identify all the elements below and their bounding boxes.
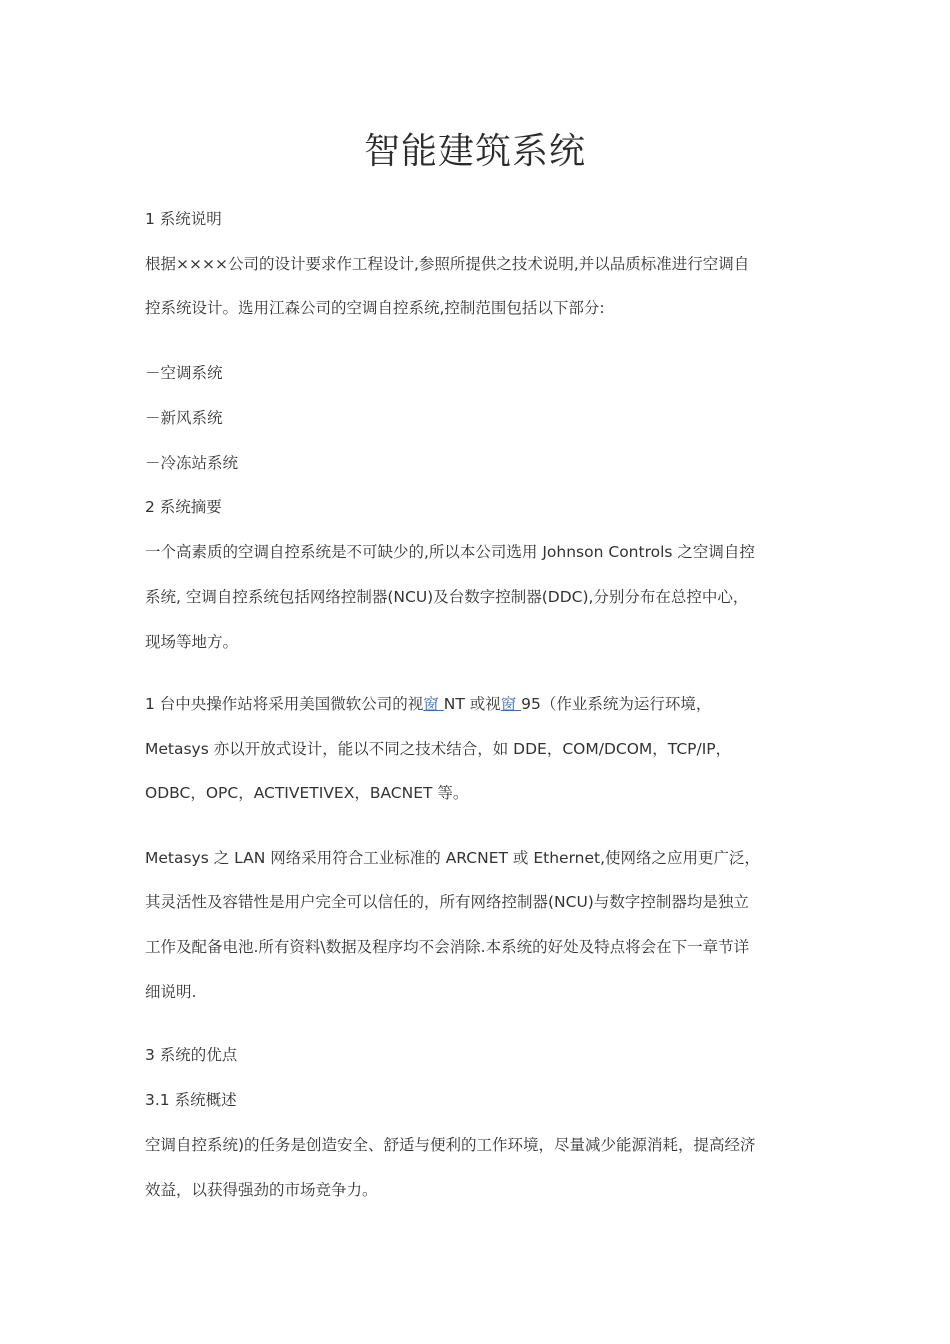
lan-paragraph-line-2: 其灵活性及容错性是用户完全可以信任的，所有网络控制器(NCU)与数字控制器均是独立 [145, 893, 749, 911]
lan-paragraph-line-4: 细说明. [145, 983, 197, 1001]
station-paragraph-line-3: ODBC，OPC，ACTIVETIVEX，BACNET 等。 [145, 784, 469, 802]
section-3-1-paragraph-line-1: 空调自控系统)的任务是创造安全、舒适与便利的工作环境，尽量减少能源消耗，提高经济 [145, 1136, 756, 1154]
station-paragraph-line-1 [145, 692, 815, 716]
document-title: 智能建筑系统 [363, 131, 586, 172]
station-text-part-3: 95（作业系统为运行环境， [521, 695, 712, 713]
scope-item-chiller-station: －冷冻站系统 [145, 454, 239, 472]
scope-item-air-conditioning: －空调系统 [145, 364, 223, 382]
section-2-paragraph-line-3: 现场等地方。 [145, 633, 239, 651]
section-3-heading: 3 系统的优点 [145, 1046, 238, 1064]
station-text-part-1: 1 台中央操作站将采用美国微软公司的视 [145, 695, 424, 713]
section-2-paragraph-line-1: 一个高素质的空调自控系统是不可缺少的,所以本公司选用 Johnson Controls 之空调自控 [145, 543, 755, 561]
section-1-paragraph-line-1: 根据××××公司的设计要求作工程设计,参照所提供之技术说明,并以品质标准进行空调自 [145, 255, 750, 273]
section-3-1-paragraph-line-2: 效益，以获得强劲的市场竞争力。 [145, 1181, 378, 1199]
section-3-1-heading: 3.1 系统概述 [145, 1091, 237, 1109]
lan-paragraph-line-3: 工作及配备电池.所有资料\数据及程序均不会消除.本系统的好处及特点将会在下一章节详 [145, 938, 750, 956]
section-2-paragraph-line-2: 系统, 空调自控系统包括网络控制器(NCU)及台数字控制器(DDC),分别分布在总控中心， [145, 588, 749, 606]
windows-link-1[interactable]: 窗 [423, 695, 444, 713]
section-1-heading: 1 系统说明 [145, 210, 222, 228]
station-paragraph-line-2: Metasys 亦以开放式设计，能以不同之技术结合，如 DDE，COM/DCOM，TCP/IP， [145, 740, 732, 758]
scope-item-fresh-air: －新风系统 [145, 409, 223, 427]
lan-paragraph-line-1: Metasys 之 LAN 网络采用符合工业标准的 ARCNET 或 Ethernet,使网络之应用更广泛， [145, 849, 761, 867]
windows-link-2[interactable]: 窗 [500, 695, 522, 713]
section-1-paragraph-line-2: 控系统设计。选用江森公司的空调自控系统,控制范围包括以下部分: [145, 299, 605, 317]
station-text-part-2: NT 或视 [443, 695, 501, 713]
section-2-heading: 2 系统摘要 [145, 498, 222, 516]
